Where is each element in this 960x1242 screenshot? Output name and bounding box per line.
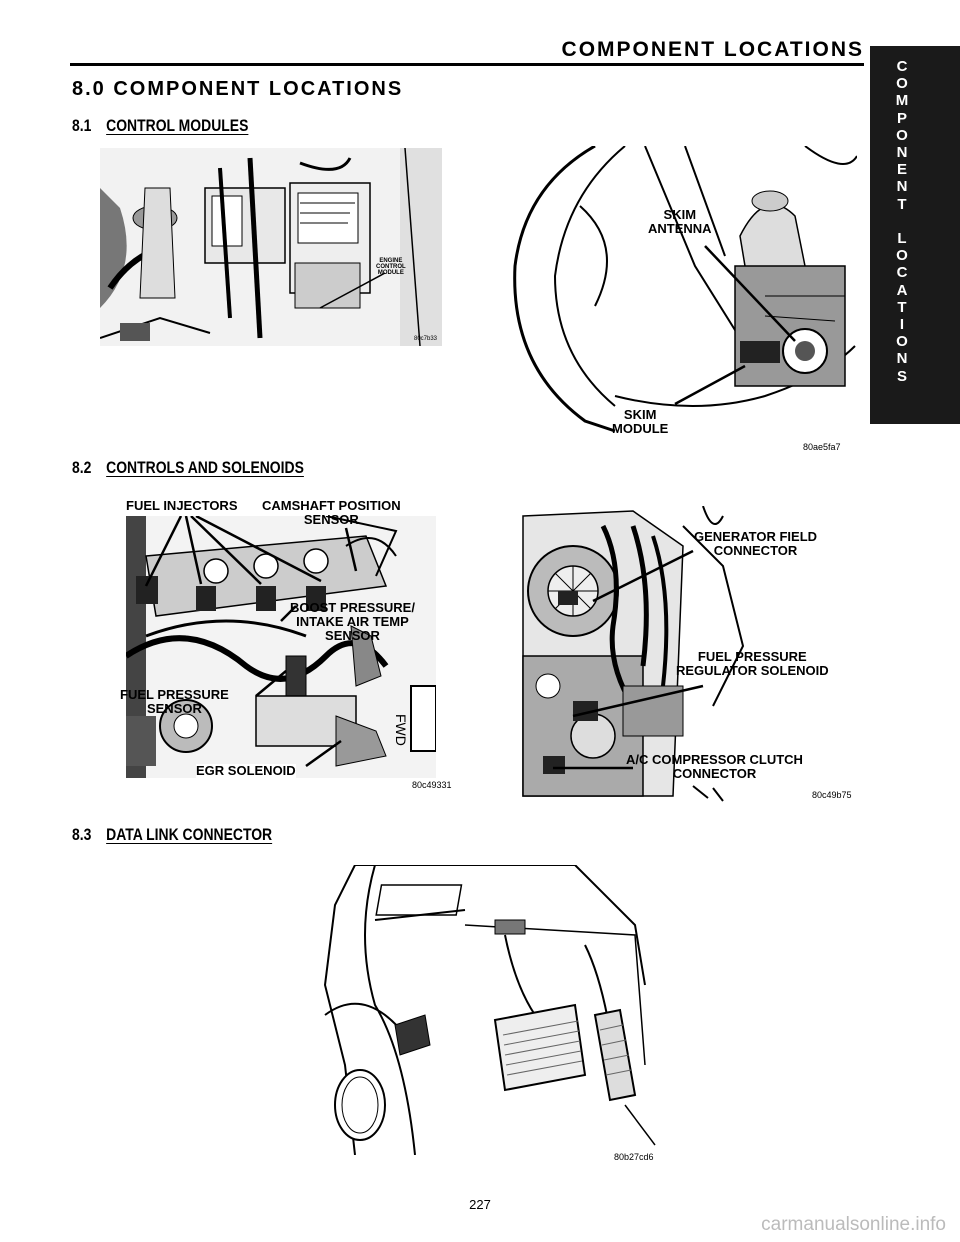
fuel-regulator-label: FUEL PRESSURE REGULATOR SOLENOID xyxy=(676,649,829,678)
subsection-8-3 xyxy=(72,825,272,845)
watermark: carmanualsonline.info xyxy=(761,1214,946,1235)
dlc-figure xyxy=(315,865,670,1155)
subsection-number: 8.1 xyxy=(72,116,92,135)
skim-figure-id: 80ae5fa7 xyxy=(803,442,841,452)
engine-figure-id: 80c49331 xyxy=(412,780,452,790)
side-tab-text: C O M P O N E N T L O C A T I O N S xyxy=(895,58,909,385)
generator-field-label: GENERATOR FIELD CONNECTOR xyxy=(694,529,818,558)
engine-figure xyxy=(126,516,436,778)
skim-antenna-label: SKIM ANTENNA xyxy=(648,207,712,236)
camshaft-sensor-label: CAMSHAFT POSITION SENSOR xyxy=(262,498,401,527)
skim-module-label: SKIM MODULE xyxy=(612,407,669,436)
egr-solenoid-label: EGR SOLENOID xyxy=(196,763,296,778)
ac-clutch-label: A/C COMPRESSOR CLUTCH CONNECTOR xyxy=(626,752,803,781)
ecm-figure xyxy=(100,148,442,346)
ecm-illustration xyxy=(100,148,442,346)
subsection-title: CONTROL MODULES xyxy=(106,116,249,135)
generator-figure-id: 80c49b75 xyxy=(812,790,852,800)
subsection-8-1 xyxy=(72,116,248,136)
subsection-8-2 xyxy=(72,458,304,478)
subsection-number: 8.3 xyxy=(72,825,92,844)
skim-illustration xyxy=(505,146,857,436)
fuel-pressure-sensor-label: FUEL PRESSURE SENSOR xyxy=(120,687,229,716)
engine-illustration xyxy=(126,516,436,778)
running-header: COMPONENT LOCATIONS xyxy=(561,38,864,61)
subsection-number: 8.2 xyxy=(72,458,92,477)
skim-figure xyxy=(505,146,857,436)
section-title: 8.0 COMPONENT LOCATIONS xyxy=(72,78,404,100)
fuel-injectors-label: FUEL INJECTORS xyxy=(126,498,238,513)
side-tab xyxy=(870,46,960,424)
ecm-label: ENGINE CONTROL MODULE xyxy=(376,258,406,276)
header-rule xyxy=(70,63,864,66)
dlc-figure-id: 80b27cd6 xyxy=(614,1152,654,1162)
ecm-figure-id: 80c7b33 xyxy=(414,336,438,342)
boost-pressure-label: BOOST PRESSURE/ INTAKE AIR TEMP SENSOR xyxy=(290,600,415,643)
subsection-title: DATA LINK CONNECTOR xyxy=(106,825,273,844)
page-number: 227 xyxy=(469,1197,491,1212)
fwd-label: FWD xyxy=(393,714,409,746)
subsection-title: CONTROLS AND SOLENOIDS xyxy=(106,458,304,477)
dlc-illustration xyxy=(315,865,670,1155)
